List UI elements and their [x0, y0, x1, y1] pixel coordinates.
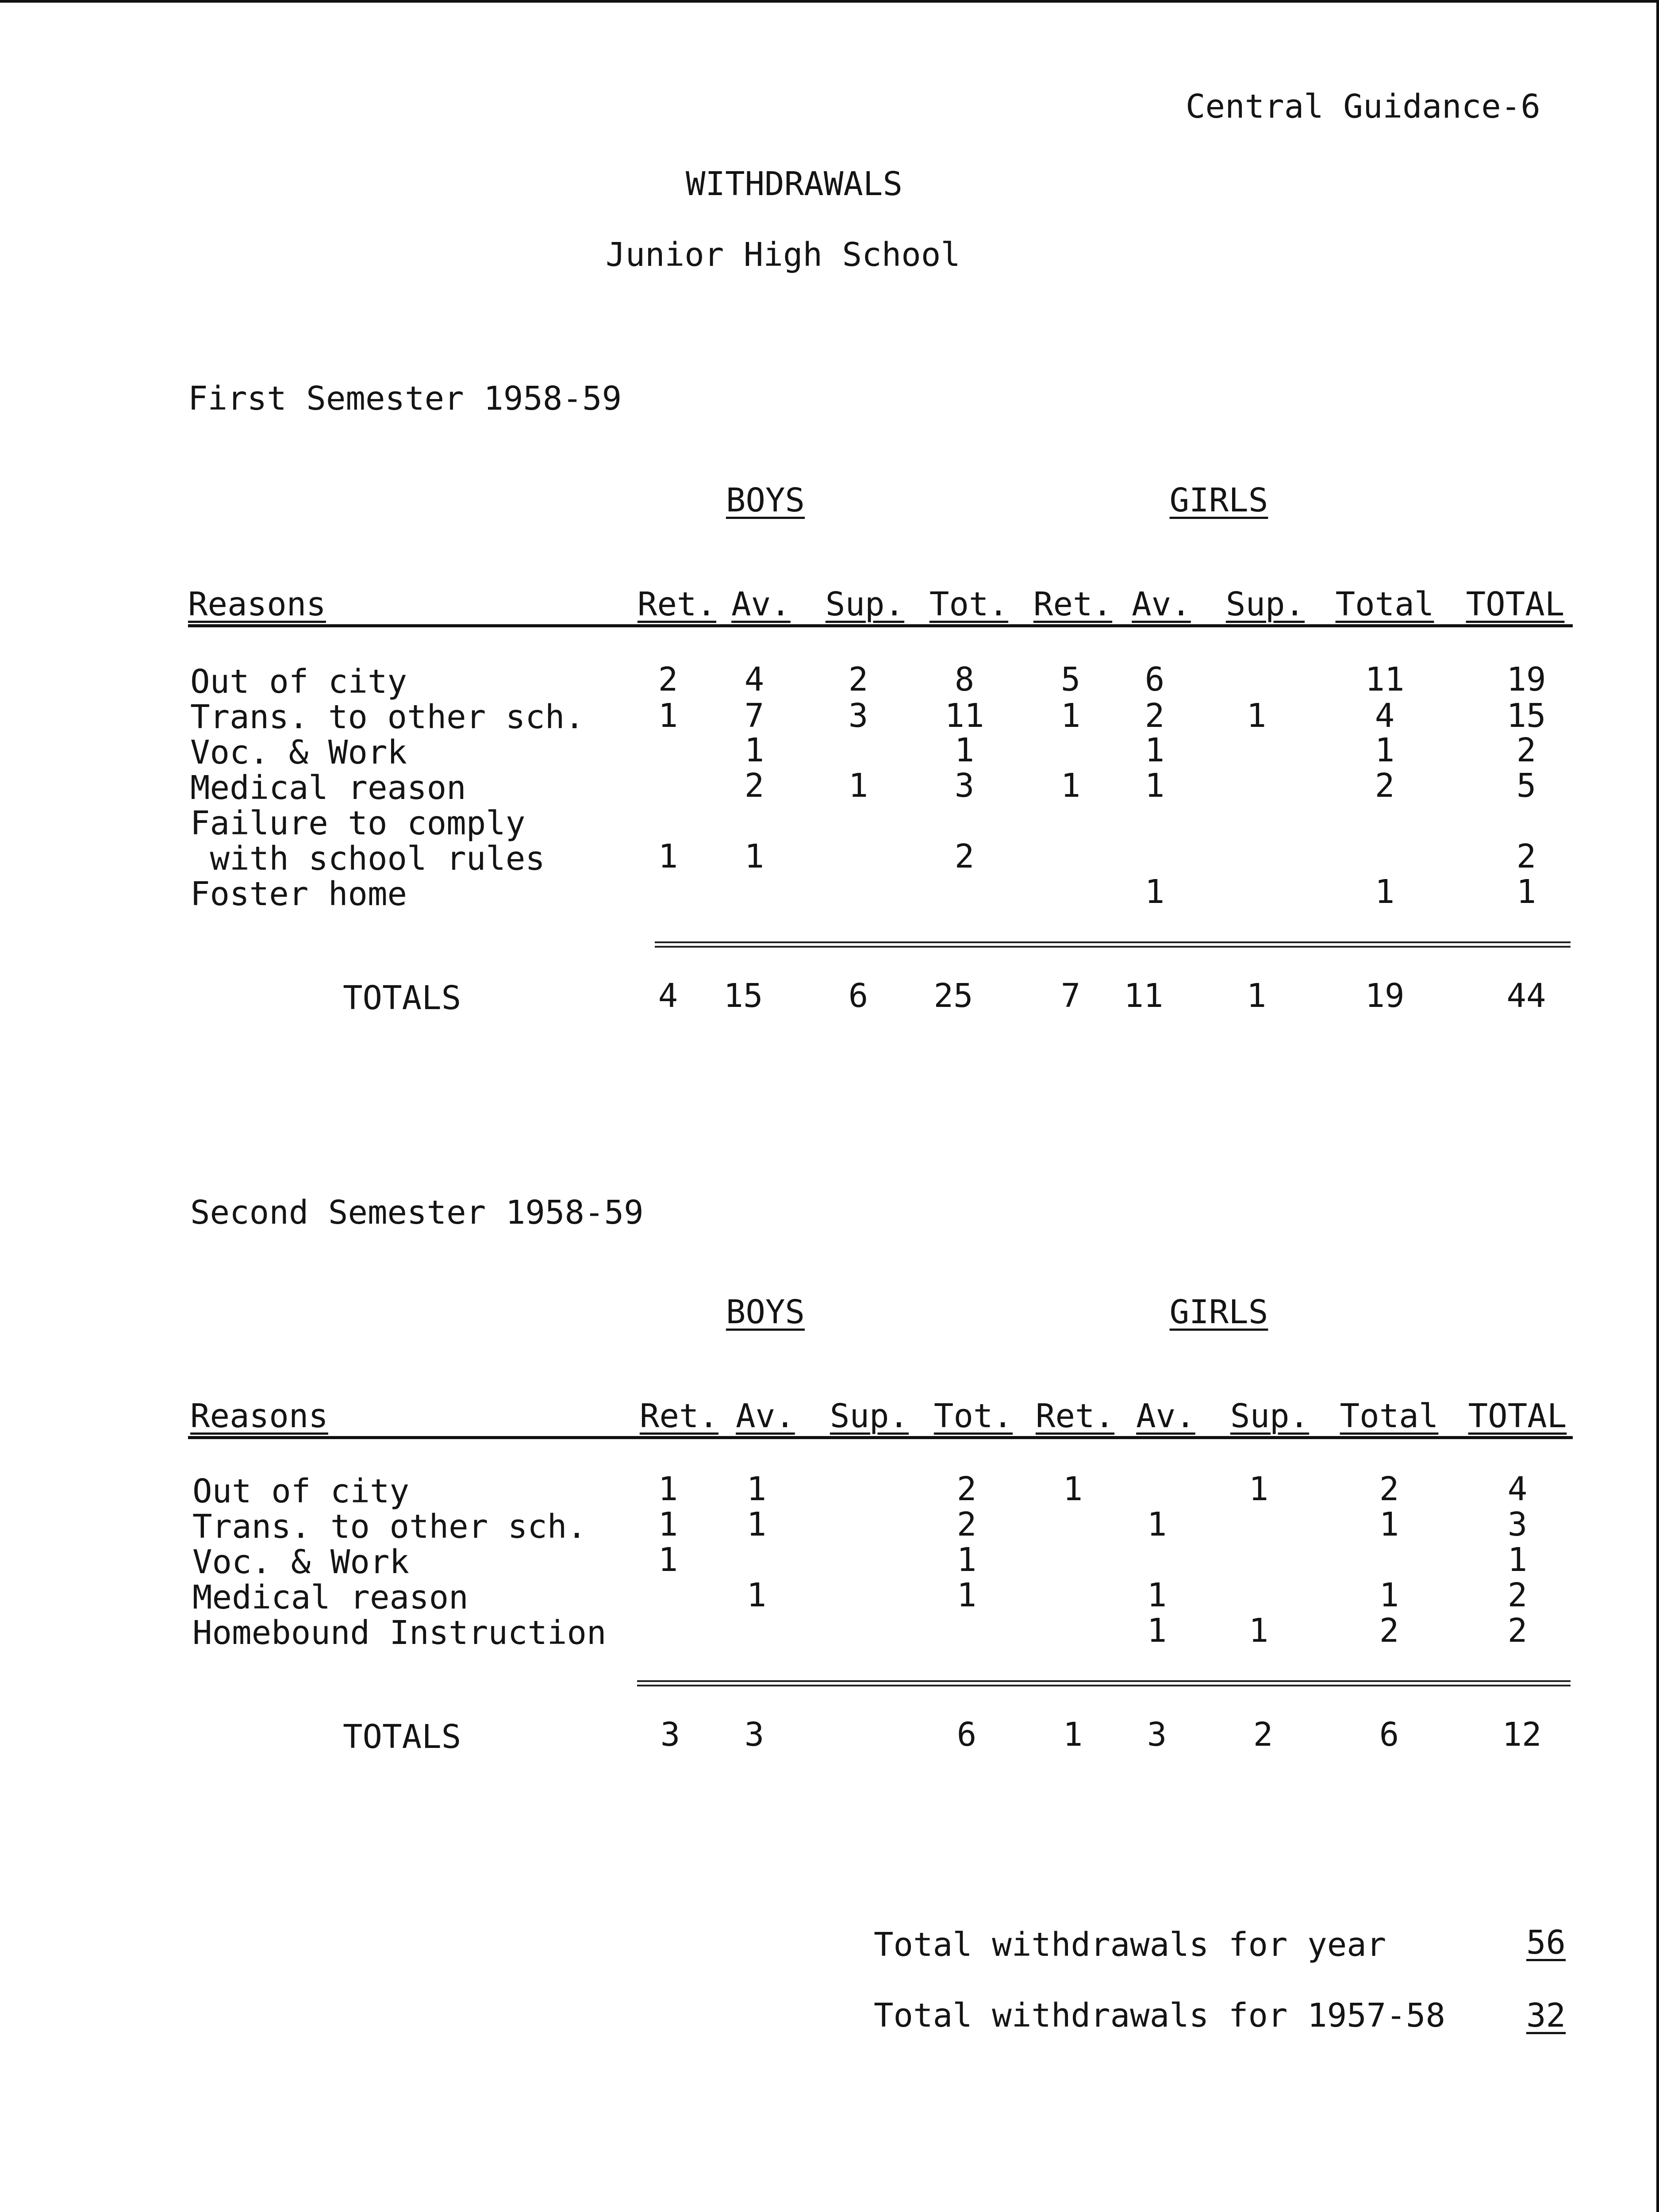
totals-label: TOTALS: [343, 1718, 461, 1756]
totals-cell: 1: [1246, 977, 1267, 1015]
table-cell: 1: [746, 1576, 767, 1614]
table-cell: 1: [1248, 1612, 1269, 1650]
table-cell: 2: [1516, 837, 1536, 876]
column-header: Av.: [736, 1397, 795, 1435]
semester-title: First Semester 1958-59: [188, 380, 622, 418]
page-label: Central Guidance-6: [1186, 88, 1540, 126]
totals-cell: 44: [1506, 977, 1546, 1015]
row-reason: Trans. to other sch.: [190, 698, 585, 736]
table-cell: 2: [1379, 1470, 1399, 1508]
table-cell: 1: [658, 837, 678, 876]
table-cell: 1: [744, 731, 764, 769]
table-cell: 1: [658, 697, 678, 735]
table-cell: 19: [1506, 661, 1546, 699]
row-reason: Voc. & Work: [192, 1543, 410, 1581]
totals-cell: 1: [1063, 1716, 1083, 1754]
table-cell: 11: [1365, 661, 1405, 699]
totals-cell: 3: [744, 1716, 764, 1754]
table-cell: 1: [658, 1541, 678, 1579]
table-cell: 4: [1507, 1470, 1528, 1508]
table-cell: 1: [746, 1505, 767, 1544]
column-header: Total: [1340, 1397, 1439, 1435]
boys-heading: BOYS: [726, 481, 805, 519]
table-cell: 4: [1375, 697, 1395, 735]
totals-rule: [655, 946, 1571, 948]
totals-cell: 15: [723, 977, 763, 1015]
table-cell: 8: [954, 661, 975, 699]
totals-cell: 11: [1124, 977, 1164, 1015]
table-cell: 1: [1060, 767, 1081, 805]
summary-label: Total withdrawals for 1957-58: [874, 1997, 1446, 2035]
summary-value: 32: [1526, 1997, 1566, 2035]
table-cell: 2: [1507, 1612, 1528, 1650]
table-cell: 15: [1506, 697, 1546, 735]
column-header: TOTAL: [1468, 1397, 1567, 1435]
row-reason: Medical reason: [192, 1578, 469, 1617]
totals-cell: 12: [1502, 1716, 1542, 1754]
table-cell: 7: [744, 697, 764, 735]
totals-cell: 19: [1365, 977, 1405, 1015]
table-cell: 5: [1516, 767, 1536, 805]
column-header: Sup.: [1230, 1397, 1310, 1435]
table-cell: 1: [1516, 873, 1536, 911]
table-cell: 1: [746, 1470, 767, 1508]
table-cell: 1: [1144, 767, 1165, 805]
table-cell: 2: [1507, 1576, 1528, 1614]
table-cell: 1: [1375, 731, 1395, 769]
table-cell: 1: [1375, 873, 1395, 911]
column-header: TOTAL: [1466, 585, 1565, 623]
boys-heading: BOYS: [726, 1293, 805, 1331]
table-cell: 1: [1144, 731, 1165, 769]
table-cell: 3: [1507, 1505, 1528, 1544]
table-cell: 1: [848, 767, 868, 805]
table-cell: 2: [1379, 1612, 1399, 1650]
table-cell: 1: [1248, 1470, 1269, 1508]
table-cell: 1: [744, 837, 764, 876]
table-cell: 3: [848, 697, 868, 735]
row-reason: Voc. & Work: [190, 733, 407, 772]
table-cell: 1: [1147, 1505, 1167, 1544]
table-cell: 1: [1147, 1576, 1167, 1614]
table-cell: 1: [1379, 1505, 1399, 1544]
totals-cell: 6: [956, 1716, 977, 1754]
totals-label: TOTALS: [343, 979, 461, 1017]
table-cell: 2: [848, 661, 868, 699]
girls-heading: GIRLS: [1169, 1293, 1268, 1331]
table-cell: 1: [1379, 1576, 1399, 1614]
document-title: WITHDRAWALS: [685, 165, 903, 203]
totals-rule: [637, 1680, 1571, 1682]
table-cell: 2: [658, 661, 678, 699]
table-cell: 1: [1246, 697, 1267, 735]
totals-cell: 6: [848, 977, 868, 1015]
table-cell: 2: [1375, 767, 1395, 805]
header-rule: [188, 624, 1573, 627]
column-header: Av.: [1132, 585, 1191, 623]
table-cell: 3: [954, 767, 975, 805]
row-reason: Trans. to other sch.: [192, 1508, 587, 1546]
column-header: Av.: [1136, 1397, 1195, 1435]
table-cell: 5: [1060, 661, 1081, 699]
table-cell: 2: [1144, 697, 1165, 735]
table-cell: 2: [956, 1505, 977, 1544]
table-cell: 2: [954, 837, 975, 876]
column-header: Sup.: [830, 1397, 909, 1435]
summary-label: Total withdrawals for year: [874, 1926, 1386, 1964]
column-header: Ret.: [637, 585, 717, 623]
column-header: Total: [1335, 585, 1434, 623]
semester-title: Second Semester 1958-59: [190, 1194, 644, 1232]
table-cell: 1: [1144, 873, 1165, 911]
totals-cell: 4: [658, 977, 678, 1015]
column-header: Tot.: [929, 585, 1009, 623]
column-header: Ret.: [1033, 585, 1113, 623]
totals-cell: 7: [1060, 977, 1081, 1015]
column-header: Ret.: [1035, 1397, 1115, 1435]
table-cell: 1: [956, 1576, 977, 1614]
row-reason: Homebound Instruction: [192, 1614, 607, 1652]
row-reason: Failure to comply: [190, 804, 526, 842]
column-header: Sup.: [825, 585, 905, 623]
summary-value: 56: [1526, 1924, 1566, 1962]
table-cell: 2: [1516, 731, 1536, 769]
table-cell: 1: [1507, 1541, 1528, 1579]
row-reason-continued: with school rules: [190, 840, 545, 878]
document-subtitle: Junior High School: [606, 236, 960, 274]
table-cell: 1: [956, 1541, 977, 1579]
row-reason: Out of city: [190, 663, 407, 701]
column-header: Sup.: [1225, 585, 1305, 623]
totals-cell: 2: [1253, 1716, 1273, 1754]
table-cell: 2: [956, 1470, 977, 1508]
totals-cell: 3: [1147, 1716, 1167, 1754]
table-cell: 2: [744, 767, 764, 805]
table-cell: 11: [945, 697, 984, 735]
table-cell: 1: [658, 1470, 678, 1508]
column-header: Ret.: [639, 1397, 719, 1435]
reasons-header: Reasons: [190, 1397, 328, 1435]
totals-rule: [655, 941, 1571, 943]
row-reason: Out of city: [192, 1472, 410, 1510]
table-cell: 1: [1063, 1470, 1083, 1508]
table-cell: 1: [658, 1505, 678, 1544]
totals-cell: 6: [1379, 1716, 1399, 1754]
header-rule: [188, 1436, 1573, 1439]
row-reason: Medical reason: [190, 769, 466, 807]
table-cell: 1: [1147, 1612, 1167, 1650]
totals-cell: 25: [933, 977, 973, 1015]
girls-heading: GIRLS: [1169, 481, 1268, 519]
totals-cell: 3: [660, 1716, 680, 1754]
totals-rule: [637, 1685, 1571, 1686]
column-header: Tot.: [933, 1397, 1013, 1435]
table-cell: 1: [954, 731, 975, 769]
column-header: Av.: [731, 585, 791, 623]
table-cell: 1: [1060, 697, 1081, 735]
table-cell: 6: [1144, 661, 1165, 699]
row-reason: Foster home: [190, 875, 407, 913]
reasons-header: Reasons: [188, 585, 326, 623]
table-cell: 4: [744, 661, 764, 699]
